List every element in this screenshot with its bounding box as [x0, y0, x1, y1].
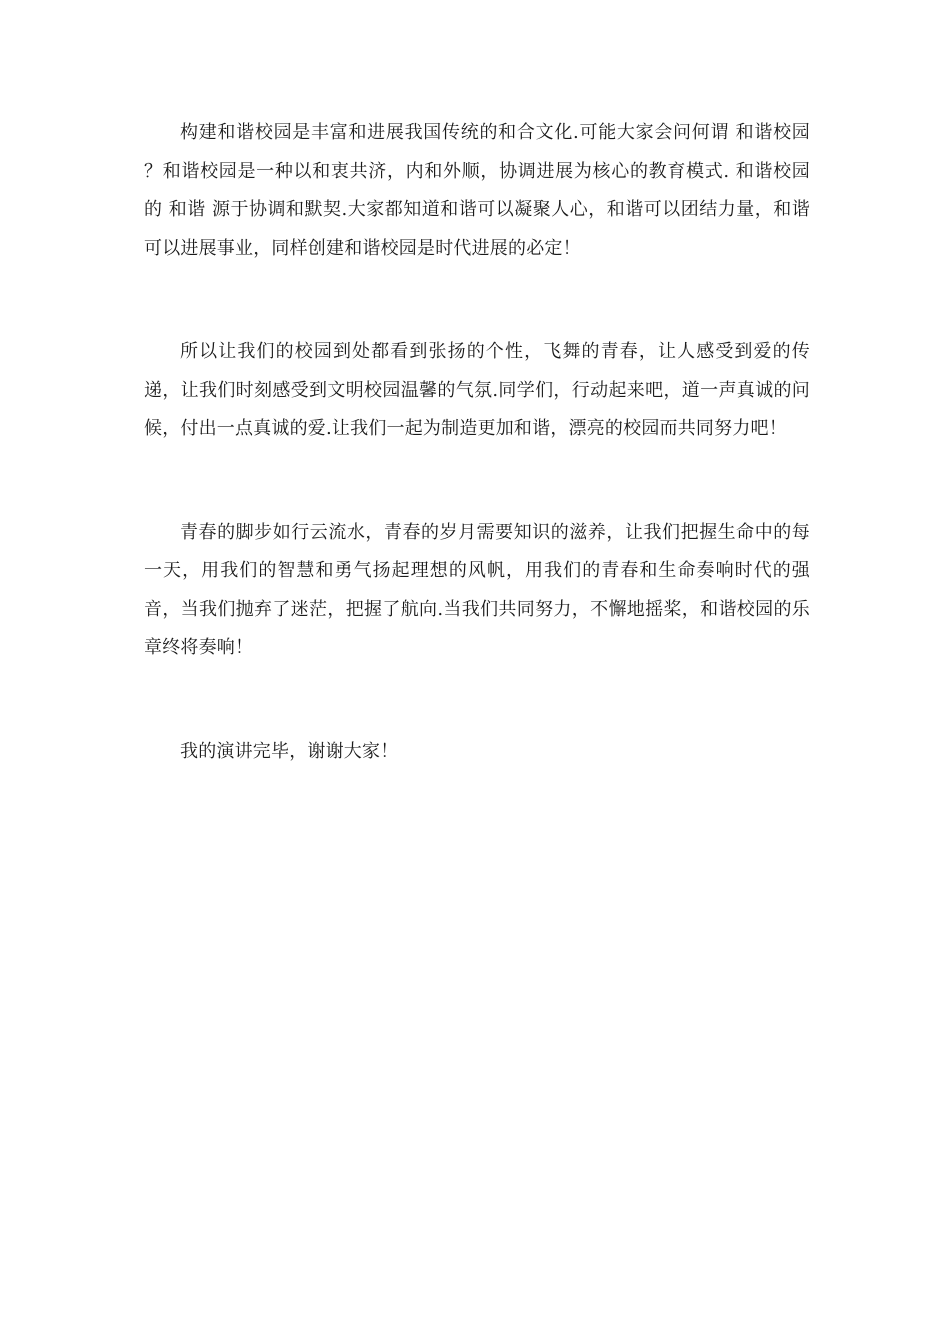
paragraph-3: 青春的脚步如行云流水，青春的岁月需要知识的滋养，让我们把握生命中的每一天，用我们的智慧和勇气扬起理想的风帆，用我们的青春和生命奏响时代的强音，当我们抛弃了迷茫，把握了航向.当我们共同努力，不懈地摇桨，和谐校园的乐章终将奏响！ [144, 521, 810, 658]
document-body [144, 114, 810, 771]
paragraph-1: 构建和谐校园是丰富和进展我国传统的和合文化.可能大家会问何谓 和谐校园 ？和谐校园是一种以和衷共济，内和外顺，协调进展为核心的教育模式. 和谐校园 的 和谐 源于协调和默契.大家都知道和谐可以凝聚人心，和谐可以团结力量，和谐可以进展事业，同样创建和谐校园是时代进展的必定！ [144, 122, 810, 259]
paragraph-2: 所以让我们的校园到处都看到张扬的个性，飞舞的青春，让人感受到爱的传递，让我们时刻感受到文明校园温馨的气氛.同学们，行动起来吧，道一声真诚的问候，付出一点真诚的爱.让我们一起为制造更加和谐，漂亮的校园而共同努力吧！ [144, 341, 810, 439]
paragraph-closing: 我的演讲完毕，谢谢大家！ [180, 740, 399, 762]
